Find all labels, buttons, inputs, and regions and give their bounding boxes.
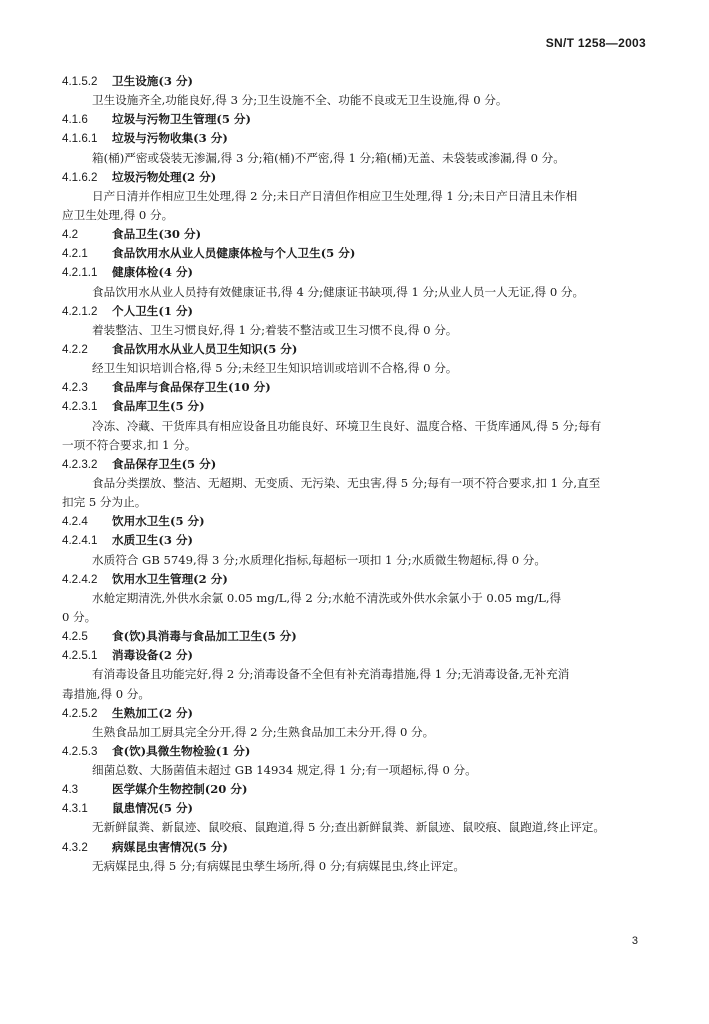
section-heading	[62, 629, 652, 648]
section-heading	[62, 648, 652, 667]
section-title: 饮用水卫生管理(2 分)	[112, 571, 228, 586]
section-title: 病媒昆虫害情况(5 分)	[112, 839, 228, 854]
section-title: 卫生设施(3 分)	[112, 74, 194, 88]
section-heading	[62, 572, 652, 591]
paragraph-line: 无新鲜鼠粪、新鼠迹、鼠咬痕、鼠跑道,得 5 分;查出新鲜鼠粪、新鼠迹、鼠咬痕、鼠跑道,终止评定。	[92, 820, 605, 835]
paragraph-line: 细菌总数、大肠菌值未超过 GB 14934 规定,得 1 分;有一项超标,得 0 分。	[92, 763, 477, 778]
section-heading	[62, 246, 652, 265]
section-number: 4.1.5.2	[62, 75, 98, 88]
section-title: 食品库与食品保存卫生(10 分)	[112, 380, 271, 395]
paragraph-line: 无病媒昆虫,得 5 分;有病媒昆虫孳生场所,得 0 分;有病媒昆虫,终止评定。	[92, 858, 465, 873]
paragraph-line: 食品饮用水从业人员持有效健康证书,得 4 分;健康证书缺项,得 1 分;从业人员一人无证,得 0 分。	[92, 284, 585, 299]
paragraph-line: 冷冻、冷藏、干货库具有相应设备且功能良好、环境卫生良好、温度合格、干货库通风,得 5 分;每有	[92, 418, 602, 433]
paragraph-line: 着装整洁、卫生习惯良好,得 1 分;着装不整洁或卫生习惯不良,得 0 分。	[92, 322, 458, 337]
section-title: 食品饮用水从业人员健康体检与个人卫生(5 分)	[112, 246, 356, 261]
section-number: 4.1.6.1	[62, 132, 98, 146]
section-heading	[62, 457, 652, 476]
section-heading	[62, 74, 652, 93]
section-heading	[62, 744, 652, 763]
section-heading	[62, 840, 652, 859]
page-number: 3	[631, 935, 638, 947]
paragraph-line: 生熟食品加工厨具完全分开,得 2 分;生熟食品加工未分开,得 0 分。	[92, 724, 435, 739]
section-heading	[62, 514, 652, 533]
section-number: 4.2.5.1	[62, 649, 98, 663]
paragraph-continuation: 应卫生处理,得 0 分。	[62, 207, 174, 222]
section-title: 生熟加工(2 分)	[112, 705, 194, 720]
section-number: 4.1.6.2	[62, 170, 98, 184]
section-title: 饮用水卫生(5 分)	[112, 514, 205, 529]
section-heading	[62, 533, 652, 552]
paragraph-continuation: 扣完 5 分为止。	[62, 495, 147, 510]
section-title: 食(饮)具微生物检验(1 分)	[112, 743, 251, 758]
paragraph-line: 日产日清并作相应卫生处理,得 2 分;未日产日清但作相应卫生处理,得 1 分;未日产日清且未作相	[92, 188, 578, 203]
section-title: 个人卫生(1 分)	[112, 303, 194, 318]
section-heading	[62, 706, 652, 725]
section-number: 4.2.5.3	[62, 744, 98, 758]
section-number: 4.3.1	[62, 802, 88, 816]
paragraph-line: 水舱定期清洗,外供水余氯 0.05 mg/L,得 2 分;水舱不清洗或外供水余氯小于 0.05 mg/L,得	[92, 590, 562, 605]
section-number: 4.2.1	[62, 247, 88, 261]
section-title: 健康体检(4 分)	[112, 265, 194, 280]
paragraph-line: 卫生设施齐全,功能良好,得 3 分;卫生设施不全、功能不良或无卫生设施,得 0 分。	[92, 93, 508, 108]
section-heading	[62, 112, 652, 131]
paragraph-continuation: 0 分。	[62, 609, 97, 624]
section-heading	[62, 399, 652, 418]
paragraph-continuation: 一项不符合要求,扣 1 分。	[62, 437, 197, 452]
section-title: 医学媒介生物控制(20 分)	[112, 782, 248, 797]
section-number: 4.2.3.1	[62, 400, 98, 414]
section-heading	[62, 782, 652, 801]
paragraph-line: 箱(桶)严密或袋装无渗漏,得 3 分;箱(桶)不严密,得 1 分;箱(桶)无盖、未袋装或渗漏,得 0 分。	[92, 150, 565, 165]
section-title: 垃圾污物处理(2 分)	[112, 169, 217, 184]
paragraph-line: 食品分类摆放、整洁、无超期、无变质、无污染、无虫害,得 5 分;每有一项不符合要求,扣 1 分,直至	[92, 475, 601, 490]
section-title: 垃圾与污物收集(3 分)	[112, 131, 228, 146]
standard-code: SN/T 1258—2003	[545, 36, 646, 50]
section-heading	[62, 342, 652, 361]
section-title: 食品饮用水从业人员卫生知识(5 分)	[112, 341, 298, 356]
section-title: 鼠患情况(5 分)	[112, 801, 194, 816]
document-body	[62, 74, 652, 878]
section-number: 4.3.2	[62, 840, 88, 854]
section-number: 4.2.4.1	[62, 534, 98, 548]
section-heading	[62, 380, 652, 399]
section-heading	[62, 227, 652, 246]
section-number: 4.1.6	[62, 113, 88, 127]
section-number: 4.2.4.2	[62, 572, 98, 586]
section-heading	[62, 265, 652, 284]
section-number: 4.2.2	[62, 342, 88, 356]
section-number: 4.2.5	[62, 630, 88, 644]
section-title: 食(饮)具消毒与食品加工卫生(5 分)	[112, 629, 297, 644]
section-title: 食品卫生(30 分)	[112, 227, 202, 242]
section-heading	[62, 304, 652, 323]
section-title: 食品保存卫生(5 分)	[112, 456, 217, 471]
paragraph-continuation: 毒措施,得 0 分。	[62, 686, 150, 701]
section-number: 4.2.1.2	[62, 304, 98, 318]
paragraph-line: 水质符合 GB 5749,得 3 分;水质理化指标,每超标一项扣 1 分;水质微生物超标,得 0 分。	[92, 552, 546, 567]
section-number: 4.2.3.2	[62, 457, 98, 471]
section-title: 水质卫生(3 分)	[112, 533, 194, 548]
section-number: 4.3	[62, 783, 79, 797]
section-title: 消毒设备(2 分)	[112, 648, 194, 663]
section-number: 4.2	[62, 228, 79, 242]
section-number: 4.2.3	[62, 381, 88, 395]
section-number: 4.2.5.2	[62, 706, 98, 720]
section-heading	[62, 170, 652, 189]
section-number: 4.2.4	[62, 515, 88, 529]
paragraph-line: 有消毒设备且功能完好,得 2 分;消毒设备不全但有补充消毒措施,得 1 分;无消毒设备,无补充消	[92, 667, 570, 682]
section-heading	[62, 801, 652, 820]
section-title: 垃圾与污物卫生管理(5 分)	[112, 112, 252, 127]
section-title: 食品库卫生(5 分)	[112, 399, 205, 414]
section-number: 4.2.1.1	[62, 266, 98, 280]
paragraph-line: 经卫生知识培训合格,得 5 分;未经卫生知识培训或培训不合格,得 0 分。	[92, 361, 458, 376]
section-heading	[62, 131, 652, 150]
